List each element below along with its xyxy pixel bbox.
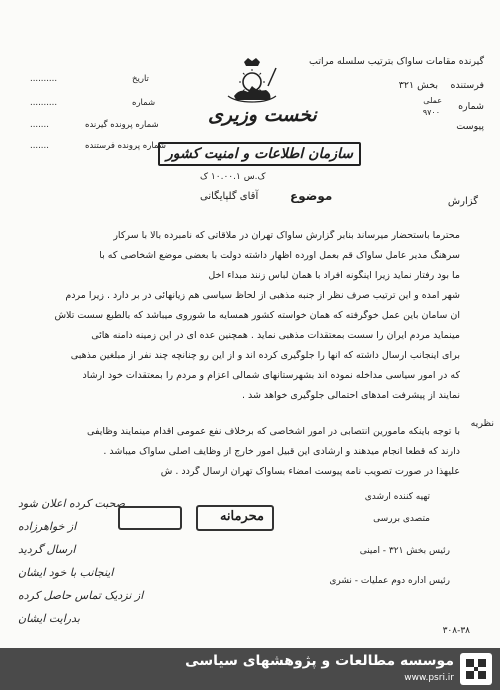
date-dots: .......... <box>30 74 58 84</box>
handwritten-note: ارسال گردید <box>18 543 76 556</box>
subject-value: آقای گلپایگانی <box>200 191 259 202</box>
date-field: تاریخ <box>132 74 149 84</box>
institute-name: موسسه مطالعات و پژوهشهای سیاسی <box>185 653 454 669</box>
recipient-file: شماره پرونده گیرنده <box>85 120 159 130</box>
serial-number: ۳۰۸-۳۸ <box>442 626 470 636</box>
institute-url[interactable]: www.psri.ir <box>404 673 454 683</box>
number-label: شماره <box>458 101 484 112</box>
opinion-label: نظریه <box>470 418 494 429</box>
body-line: سرهنگ مدیر عامل ساواک قم بعمل آورده اظهار داشته دولت با بعضی موضع اشخاصی که با <box>99 250 460 261</box>
opinion-line: علیهذا در صورت تصویب نامه پیوست امضاء بساواک تهران ارسال گردد . ش <box>160 466 460 477</box>
lion-and-sun-emblem-icon <box>222 56 282 104</box>
report-label: گزارش <box>447 196 478 207</box>
recipient-file-dots: ....... <box>30 120 49 130</box>
body-line: ما بود رفتار نماید زیرا اینگونه افراد با همان لباس زنند مبداء اخل <box>208 270 460 281</box>
ministry-title: نخست وزیری <box>208 104 317 126</box>
confidential-stamp <box>196 505 274 531</box>
handwritten-note: از نزدیک تماس حاصل کرده <box>18 589 144 602</box>
sender-label: فرستنده <box>450 80 484 91</box>
number-field: شماره <box>132 98 156 108</box>
body-line: برای اینجانب ارسال داشته که آنها را جلوگیری کرده اند و از این رو چنانچه چند نفر از مبلغین مذهبی <box>70 350 460 361</box>
stamp-text: محرمانه <box>219 509 264 524</box>
opinion-line: با توجه باینکه مامورین انتصابی در امور اشخاصی که برخلاف نفع عمومی اقدام مینمایند وظایفی <box>87 426 460 437</box>
registry-stamp <box>118 506 182 530</box>
dept-head-signature: رئیس اداره دوم عملیات - نشری <box>329 576 450 586</box>
institute-banner <box>0 648 500 690</box>
body-line: شهر آمده و این ترتیب صرف نظر از جنبه مذهبی از لحاظ سیاسی هم زیانهائی در بر دارد . زیرا مردم <box>65 290 460 301</box>
body-line: که در امور سیاسی مداخله نموده اند بشهرستانهای شمالی اعزام و مردم را بمعتقدات خود ارشاد <box>82 370 460 381</box>
number-value-2: ۹۷۰۰ <box>422 108 440 117</box>
handwritten-note: اینجانب با خود ایشان <box>18 566 114 579</box>
body-line: نمایند از پیشرفت آمدهای احتمالی جلوگیری خواهد شد . <box>241 390 460 401</box>
opinion-line: دارند که قطعا انجام میدهند و ارشادی این قبیل امور خارج از وظایف اصلی ساواک میباشد . <box>103 446 460 457</box>
head-signature: رئیس بخش ۳۲۱ - امینی <box>359 546 450 556</box>
number-dots: .......... <box>30 98 58 108</box>
reviewer-signature: متصدی بررسی <box>373 514 430 524</box>
sender-value: بخش ۳۲۱ <box>398 80 438 91</box>
attachment-label: پیوست <box>456 121 484 132</box>
body-line: آن سامان باین عمل خوگرفته که همان خواسته کشور همسایه ما شوروی میباشد که بالطبع سست تلاش <box>54 310 460 321</box>
drafter-signature: تهیه کننده ارشدی <box>364 492 430 502</box>
recipient-note: گیرنده مقامات ساواک بترتیب سلسله مراتب <box>309 56 484 67</box>
handwritten-note: صحبت کرده اعلان شود <box>18 497 126 510</box>
ref-code: ک.س ۱۰.۰۰.۱ ک <box>200 172 266 182</box>
sender-file: شماره پرونده فرستنده <box>85 141 166 151</box>
number-value: عملی <box>423 96 442 105</box>
org-title: سازمان اطلاعات و امنیت کشور <box>158 142 361 166</box>
institute-logo-icon <box>460 653 492 685</box>
body-line: مینماید مردم ایران را سست بمعتقدات مذهبی نماید . همچنین عده ای در این زمینه دامنه هائی <box>91 330 460 341</box>
sender-file-dots: ....... <box>30 141 49 151</box>
handwritten-note: از خواهرزاده <box>18 520 77 533</box>
body-line: محترما باستحضار میرساند بنابر گزارش ساواک تهران در ملاقاتی که نامبرده بالا با سرکار <box>113 230 460 241</box>
handwritten-note: بدرایت ایشان <box>18 612 80 625</box>
subject-label: موضوع <box>290 189 333 203</box>
